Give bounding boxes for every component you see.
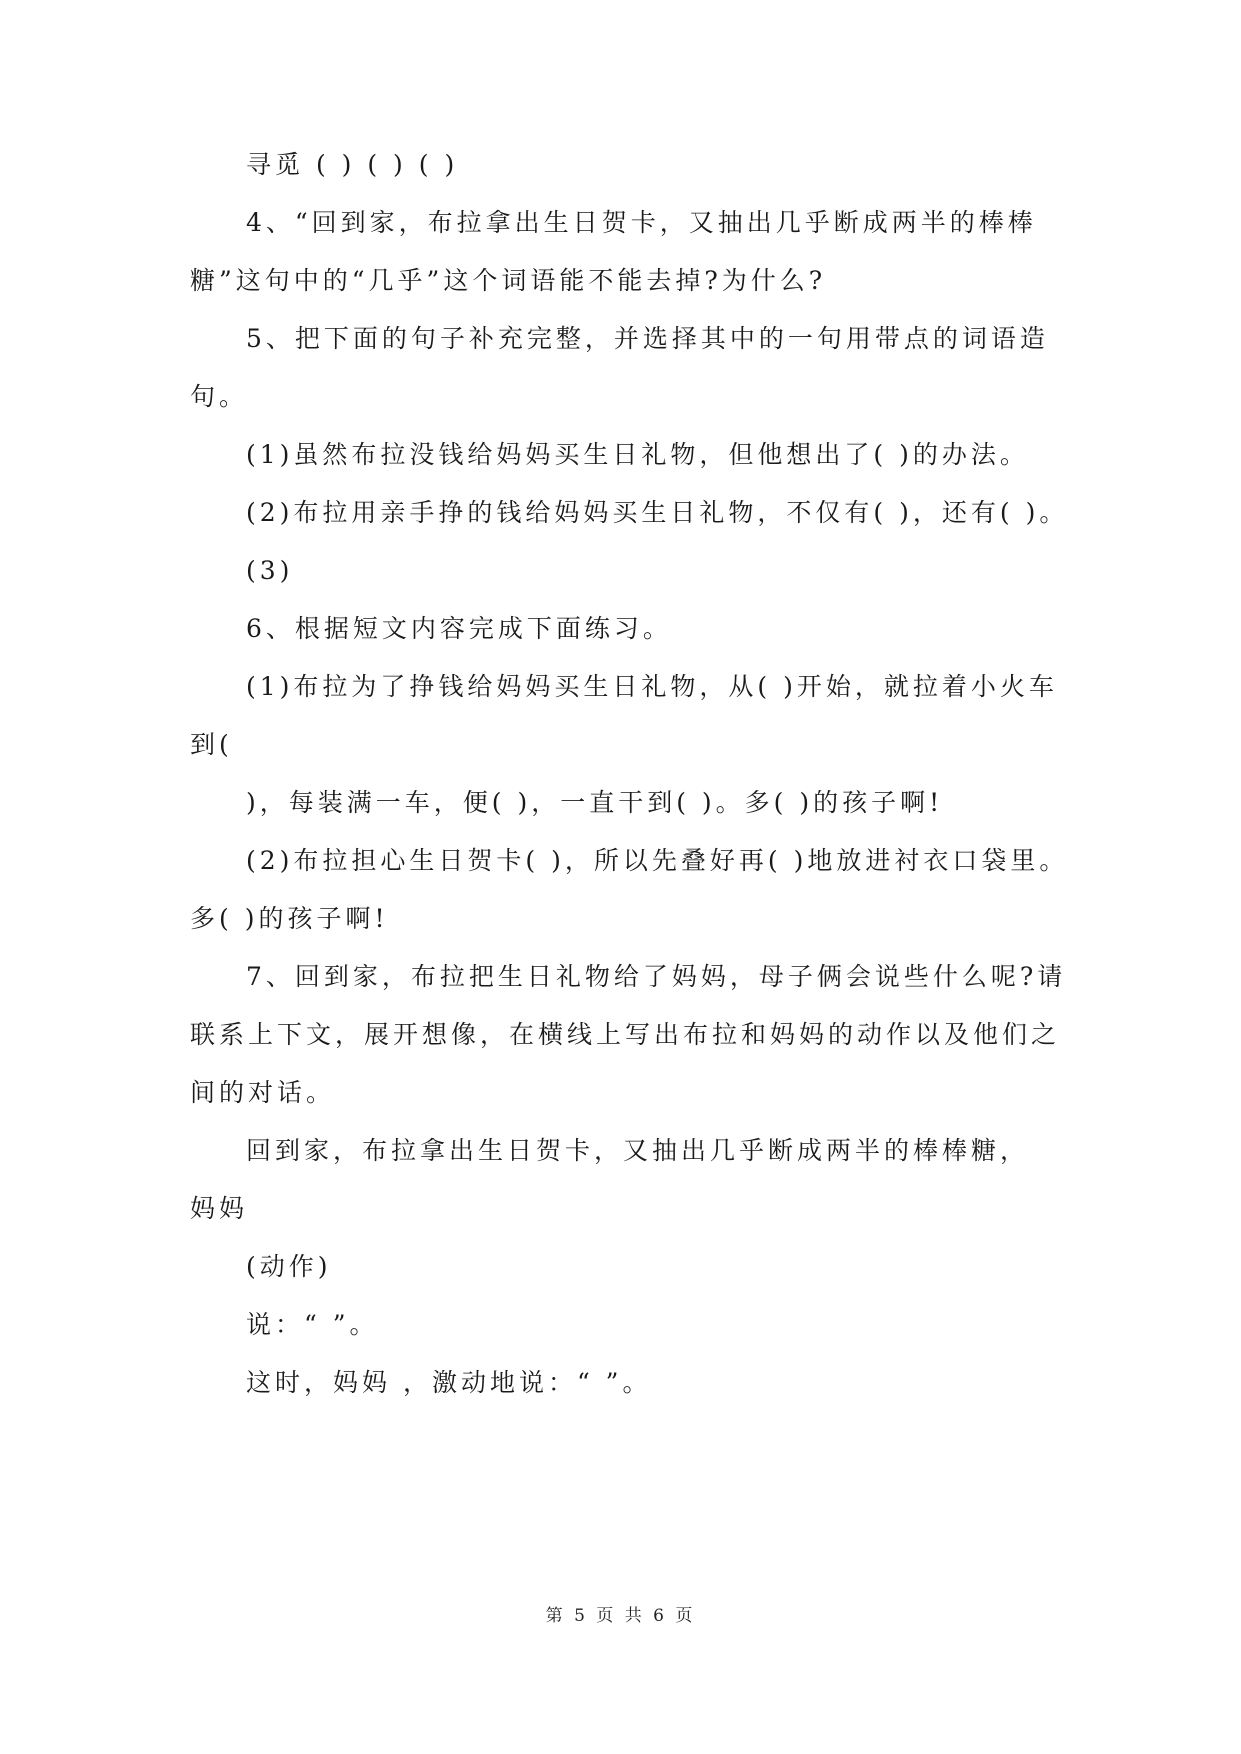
question-7-line-3: 间的对话。 (190, 1078, 336, 1107)
question-6-heading: 6、根据短文内容完成下面练习。 (246, 614, 672, 643)
question-5-line-2: 句。 (190, 382, 249, 411)
story-line-1: 回到家，布拉拿出生日贺卡，又抽出几乎断成两半的棒棒糖， (246, 1136, 1030, 1165)
question-5-line-1: 5、把下面的句子补充完整，并选择其中的一句用带点的词语造 (246, 324, 1049, 353)
question-6-item-2-line-1: (2)布拉担心生日贺卡( )，所以先叠好再( )地放进衬衣口袋里。 (246, 846, 1069, 875)
question-7-line-1: 7、回到家，布拉把生日礼物给了妈妈，母子俩会说些什么呢?请 (246, 962, 1067, 991)
dialogue-line-1: 说：“ ”。 (246, 1310, 379, 1339)
question-6-item-2-line-2: 多( )的孩子啊! (190, 904, 389, 933)
question-6-item-1-line-3: )，每装满一车，便( )，一直干到( )。多( )的孩子啊! (246, 788, 944, 817)
question-6-item-1-line-2: 到( (190, 730, 233, 759)
question-4-line-2: 糖”这句中的“几乎”这个词语能不能去掉?为什么? (190, 266, 827, 295)
question-6-item-1-line-1: (1)布拉为了挣钱给妈妈买生日礼物，从( )开始，就拉着小火车 (246, 672, 1058, 701)
text-line-xunmi: 寻觅 ( ) ( ) ( ) (246, 150, 459, 179)
action-label: (动作) (246, 1252, 332, 1281)
question-5-item-1: (1)虽然布拉没钱给妈妈买生日礼物，但他想出了( )的办法。 (246, 440, 1029, 469)
question-7-line-2: 联系上下文，展开想像，在横线上写出布拉和妈妈的动作以及他们之 (190, 1020, 1061, 1049)
question-4-line-1: 4、“回到家，布拉拿出生日贺卡，又抽出几乎断成两半的棒棒 (246, 208, 1037, 237)
question-5-item-2: (2)布拉用亲手挣的钱给妈妈买生日礼物，不仅有( )，还有( )。 (246, 498, 1069, 527)
dialogue-line-2: 这时，妈妈 ，激动地说：“ ”。 (246, 1368, 652, 1397)
story-line-2: 妈妈 (190, 1194, 249, 1223)
question-5-item-3: (3) (246, 556, 294, 585)
page-number-footer: 第 5 页 共 6 页 (545, 1606, 696, 1626)
